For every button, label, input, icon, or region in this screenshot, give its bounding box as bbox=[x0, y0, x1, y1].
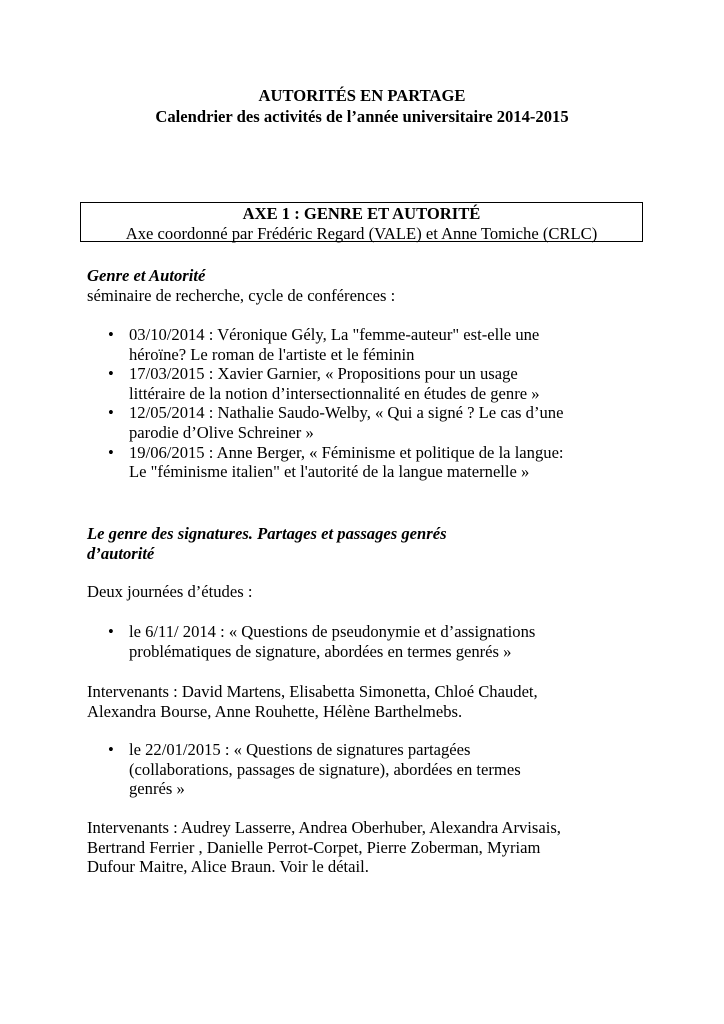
list-item-line: 12/05/2014 : Nathalie Saudo-Welby, « Qui a signé ? Le cas d’une bbox=[129, 403, 564, 423]
list-item-line: (collaborations, passages de signature), abordées en termes bbox=[129, 759, 521, 779]
list-item-line: le 22/01/2015 : « Questions de signatures partagées bbox=[129, 740, 471, 759]
document-title: AUTORITÉS EN PARTAGE bbox=[258, 86, 466, 105]
list-item-line: genrés » bbox=[129, 779, 185, 799]
list-item bbox=[87, 364, 647, 403]
list-item bbox=[87, 443, 647, 482]
document-subtitle: Calendrier des activités de l’année universitaire 2014-2015 bbox=[155, 107, 569, 126]
list-item-line: Le "féminisme italien" et l'autorité de la langue maternelle » bbox=[129, 462, 530, 482]
list-item-line: 19/06/2015 : Anne Berger, « Féminisme et politique de la langue: bbox=[129, 442, 564, 462]
study-day-list-2 bbox=[87, 740, 647, 799]
axis-box bbox=[80, 202, 643, 242]
axis-title: AXE 1 : GENRE ET AUTORITÉ bbox=[242, 204, 481, 223]
list-item bbox=[87, 325, 647, 364]
section-heading-line: Le genre des signatures. Partages et passages genrés bbox=[87, 524, 447, 543]
bullet-icon: • bbox=[108, 325, 114, 344]
list-item-line: problématiques de signature, abordées en termes genrés » bbox=[129, 641, 512, 661]
list-item-line: parodie d’Olive Schreiner » bbox=[129, 422, 314, 442]
bullet-icon: • bbox=[108, 740, 114, 759]
section-heading-line: d’autorité bbox=[87, 543, 155, 563]
list-item-line: 03/10/2014 : Véronique Gély, La "femme-auteur" est-elle une bbox=[129, 325, 540, 344]
axis-coordinators: Axe coordonné par Frédéric Regard (VALE) et Anne Tomiche (CRLC) bbox=[125, 223, 598, 243]
section-intro-journees: Deux journées d’études : bbox=[87, 582, 253, 601]
bullet-icon: • bbox=[108, 622, 114, 641]
paragraph-line: Intervenants : David Martens, Elisabetta Simonetta, Chloé Chaudet, bbox=[87, 682, 538, 701]
bullet-icon: • bbox=[108, 364, 114, 384]
speakers-paragraph-1 bbox=[87, 682, 647, 721]
list-item bbox=[87, 622, 647, 661]
paragraph-line: Dufour Maitre, Alice Braun. Voir le détail. bbox=[87, 857, 369, 877]
list-item bbox=[87, 403, 647, 442]
list-item-line: 17/03/2015 : Xavier Garnier, « Propositions pour un usage bbox=[129, 364, 518, 384]
paragraph-line: Bertrand Ferrier , Danielle Perrot-Corpet, Pierre Zoberman, Myriam bbox=[87, 837, 541, 857]
section-heading-genre-autorite: Genre et Autorité bbox=[87, 266, 206, 285]
study-day-list-1 bbox=[87, 622, 647, 661]
bullet-icon: • bbox=[108, 442, 114, 462]
seminar-list bbox=[87, 325, 647, 482]
list-item bbox=[87, 740, 647, 799]
list-item-line: littéraire de la notion d’intersectionnalité en études de genre » bbox=[129, 383, 540, 403]
section-heading-genre-signatures bbox=[87, 524, 447, 563]
list-item-line: héroïne? Le roman de l'artiste et le féminin bbox=[129, 344, 415, 364]
speakers-paragraph-2 bbox=[87, 818, 647, 877]
paragraph-line: Alexandra Bourse, Anne Rouhette, Hélène Barthelmebs. bbox=[87, 701, 463, 721]
paragraph-line: Intervenants : Audrey Lasserre, Andrea Oberhuber, Alexandra Arvisais, bbox=[87, 818, 561, 837]
list-item-line: le 6/11/ 2014 : « Questions de pseudonymie et d’assignations bbox=[129, 622, 536, 641]
section-intro-seminaire: séminaire de recherche, cycle de conférences : bbox=[87, 286, 396, 305]
bullet-icon: • bbox=[108, 403, 114, 423]
